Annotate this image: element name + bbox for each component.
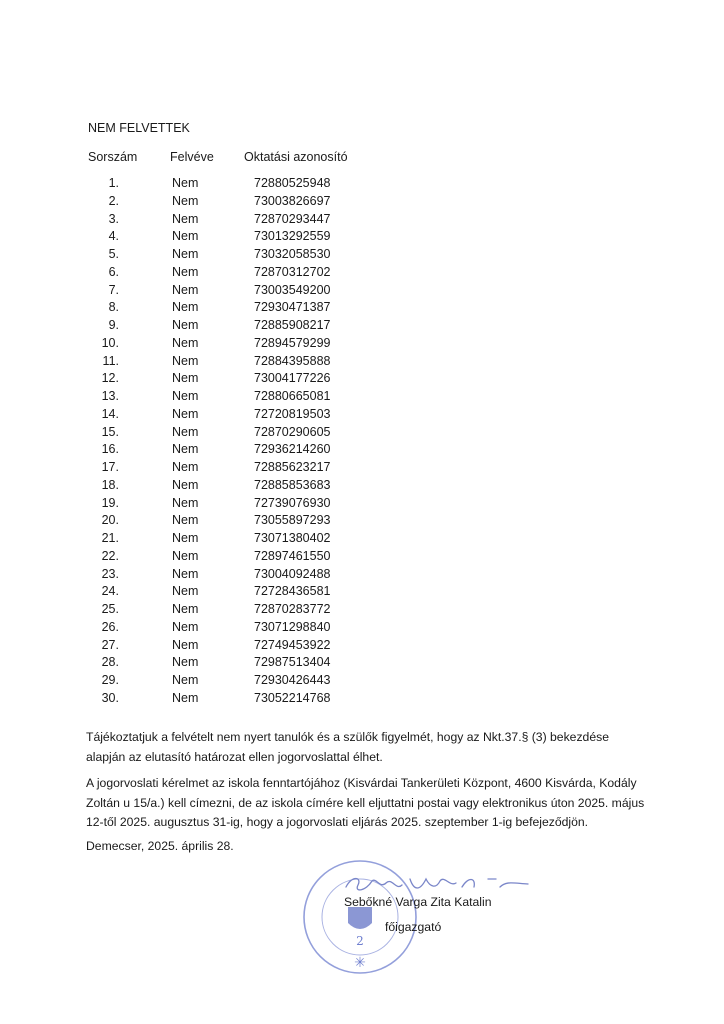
table-row [0,549,724,567]
table-row [0,407,724,425]
row-edu-id: 73071298840 [254,619,331,634]
row-admitted: Nem [172,655,199,670]
table-row [0,354,724,372]
place-date: Demecser, 2025. április 28. [86,839,234,853]
row-edu-id: 72885908217 [254,318,331,332]
row-serial: 18. [101,477,119,492]
row-edu-id: 72897461550 [254,548,331,563]
row-serial: 15. [101,424,119,439]
table-row [0,620,724,638]
row-edu-id: 72884395888 [254,353,331,368]
table-row [0,176,724,194]
row-admitted: Nem [172,193,199,208]
appeal-paragraph: A jogorvoslati kérelmet az iskola fenntartójához (Kisvárdai Tankerületi Központ, 4600 Kisvárda, Kodály Zoltán u 15/a.) kell címezni, de az iskola címére kell eljuttatni postai vagy elektronikus úton 2025. május 12-től 2025. augusztus 31-ig, hogy a jogorvoslati eljárás 2025. szeptember 1-ig befejeződjön. [86,776,645,829]
row-admitted: Nem [172,353,199,368]
row-edu-id: 73052214768 [254,690,331,705]
table-row [0,247,724,265]
row-admitted: Nem [172,584,199,599]
row-admitted: Nem [172,247,199,261]
row-admitted: Nem [172,211,199,226]
signer-role: főigazgató [385,920,442,934]
row-serial: 20. [101,513,119,528]
row-serial: 12. [101,371,119,386]
row-serial: 1. [108,176,119,190]
row-serial: 14. [101,406,119,421]
row-admitted: Nem [172,264,199,279]
row-serial: 30. [101,690,119,705]
row-admitted: Nem [172,335,199,350]
stamp-number: 2 [356,934,364,948]
row-edu-id: 73013292559 [254,229,331,244]
row-admitted: Nem [172,282,199,297]
row-admitted: Nem [172,424,199,439]
row-edu-id: 72870290605 [254,424,331,439]
row-serial: 24. [101,584,119,599]
row-edu-id: 72894579299 [254,335,331,350]
row-serial: 2. [108,193,119,208]
row-admitted: Nem [172,371,199,386]
table-row [0,389,724,407]
column-header-edu-id: Oktatási azonosító [244,150,348,164]
row-admitted: Nem [172,637,199,652]
row-edu-id: 73055897293 [254,513,331,528]
row-admitted: Nem [172,318,199,332]
row-edu-id: 73004092488 [254,566,331,581]
row-edu-id: 72936214260 [254,442,331,457]
row-edu-id: 73003549200 [254,282,331,297]
row-edu-id: 72728436581 [254,584,331,599]
row-edu-id: 72885853683 [254,477,331,492]
row-serial: 8. [108,300,119,315]
row-edu-id: 72885623217 [254,460,331,474]
row-edu-id: 73071380402 [254,531,331,545]
row-admitted: Nem [172,513,199,528]
row-admitted: Nem [172,176,199,190]
row-serial: 17. [101,460,119,474]
row-serial: 27. [101,637,119,652]
table-row [0,212,724,230]
row-admitted: Nem [172,566,199,581]
table-row [0,442,724,460]
table-row [0,584,724,602]
table-row [0,655,724,673]
table-row [0,283,724,301]
row-serial: 29. [101,673,119,687]
table-row [0,531,724,549]
row-admitted: Nem [172,389,199,403]
row-serial: 4. [108,229,119,244]
row-admitted: Nem [172,495,199,510]
row-admitted: Nem [172,300,199,315]
table-row [0,496,724,514]
row-serial: 11. [102,353,119,368]
row-serial: 9. [108,318,119,332]
row-edu-id: 72880665081 [254,389,331,403]
row-serial: 7. [108,282,119,297]
row-serial: 5. [108,247,119,261]
row-admitted: Nem [172,548,199,563]
row-serial: 23. [101,566,119,581]
row-serial: 3. [108,211,119,226]
row-edu-id: 72987513404 [254,655,331,670]
row-admitted: Nem [172,531,199,545]
row-serial: 19. [101,495,119,510]
row-edu-id: 72870312702 [254,264,331,279]
row-edu-id: 73004177226 [254,371,331,386]
row-edu-id: 72749453922 [254,637,331,652]
table-row [0,300,724,318]
table-row [0,602,724,620]
row-admitted: Nem [172,477,199,492]
row-admitted: Nem [172,673,199,687]
row-admitted: Nem [172,229,199,244]
row-edu-id: 72720819503 [254,406,331,421]
row-edu-id: 72870283772 [254,602,331,616]
table-row [0,371,724,389]
row-serial: 13. [101,389,119,403]
row-serial: 26. [101,619,119,634]
row-serial: 10. [101,335,119,350]
svg-text:✳: ✳ [354,955,366,971]
table-row [0,318,724,336]
row-admitted: Nem [172,406,199,421]
table-row [0,478,724,496]
row-serial: 21. [101,531,119,545]
table-row [0,265,724,283]
table-row [0,513,724,531]
row-serial: 28. [101,655,119,670]
row-serial: 16. [101,442,119,457]
table-row [0,673,724,691]
row-admitted: Nem [172,442,199,457]
row-admitted: Nem [172,619,199,634]
row-admitted: Nem [172,690,199,705]
table-row [0,229,724,247]
row-admitted: Nem [172,460,199,474]
row-edu-id: 72739076930 [254,495,331,510]
row-edu-id: 73003826697 [254,193,331,208]
table-row [0,567,724,585]
row-edu-id: 72880525948 [254,176,331,190]
list-heading: NEM FELVETTEK [88,121,190,135]
table-row [0,638,724,656]
signer-name: Sebőkné Varga Zita Katalin [344,895,492,909]
row-edu-id: 72930471387 [254,300,331,315]
table-row [0,460,724,478]
column-header-serial: Sorszám [88,150,138,164]
row-serial: 6. [108,264,119,279]
row-edu-id: 72930426443 [254,673,331,687]
info-paragraph: Tájékoztatjuk a felvételt nem nyert tanulók és a szülők figyelmét, hogy az Nkt.37.§ (3) bekezdése alapján az elutasító határozat ellen jogorvoslattal élhet. [86,730,609,764]
table-row [0,194,724,212]
row-edu-id: 73032058530 [254,247,331,261]
row-admitted: Nem [172,602,199,616]
column-header-admitted: Felvéve [170,150,214,164]
row-edu-id: 72870293447 [254,211,331,226]
table-row [0,425,724,443]
row-serial: 22. [101,548,119,563]
row-serial: 25. [101,602,119,616]
table-row [0,691,724,709]
table-row [0,336,724,354]
